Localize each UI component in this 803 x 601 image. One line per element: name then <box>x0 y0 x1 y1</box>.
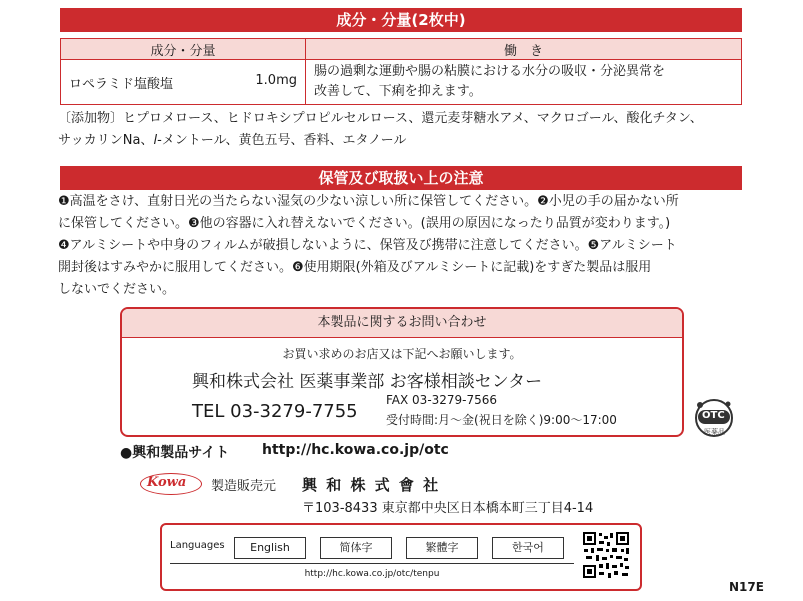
storage-line-3: ❹アルミシートや中身のフィルムが破損しないように、保管及び携帯に注意してください。❺アルミシート <box>58 238 677 253</box>
language-korean-button[interactable]: 한국어 <box>492 537 564 559</box>
storage-line-1: ❶高温をさけ、直射日光の当たらない湿気の少ない涼しい所に保管してください。❷小児の手の届かない所 <box>58 194 679 209</box>
languages-box <box>160 523 642 591</box>
contact-fax: FAX 03-3279-7566 <box>386 393 498 407</box>
language-traditional-chinese-button[interactable]: 繁體字 <box>406 537 478 559</box>
languages-url-link[interactable]: http://hc.kowa.co.jp/otc/tenpu <box>304 569 440 579</box>
storage-title: 保管及び取扱い上の注意 <box>318 169 484 187</box>
ingredients-title-bar <box>60 8 742 32</box>
additives-text <box>58 108 703 152</box>
languages-divider <box>170 563 574 564</box>
document-code: N17E <box>729 580 764 594</box>
contact-header: 本製品に関するお問い合わせ <box>122 309 682 338</box>
effect-line-1: 腸の過剰な運動や腸の粘膜における水分の吸収・分泌異常を <box>314 64 666 79</box>
storage-notes <box>58 191 679 301</box>
contact-center-name: 興和株式会社 医薬事業部 お客様相談センター <box>192 372 543 392</box>
storage-line-4: 開封後はすみやかに服用してください。❻使用期限(外箱及びアルミシートに記載)をすぎた製品は服用 <box>58 260 652 275</box>
contact-tel: TEL 03-3279-7755 <box>192 401 358 422</box>
maker-address: 〒103-8433 東京都中央区日本橋本町三丁目4-14 <box>302 501 594 516</box>
additives-line-2: サッカリンNa、l-メントール、黄色五号、香料、エタノール <box>58 133 407 148</box>
col-header-ingredient: 成分・分量 <box>61 39 306 60</box>
ingredient-cell <box>61 60 306 105</box>
ingredient-name: ロペラミド塩酸塩 <box>69 76 174 92</box>
language-english-button[interactable]: English <box>234 537 306 559</box>
site-url-link[interactable]: http://hc.kowa.co.jp/otc <box>262 442 449 458</box>
contact-hours: 受付時間:月～金(祝日を除く)9:00～17:00 <box>386 413 617 427</box>
menthol-l-prefix: l <box>153 133 158 148</box>
storage-line-5: しないでください。 <box>58 282 176 297</box>
ingredients-table <box>60 38 742 105</box>
storage-title-bar <box>60 166 742 190</box>
maker-name: 興 和 株 式 會 社 <box>302 476 441 494</box>
site-label: ●興和製品サイト <box>120 445 230 461</box>
qr-code-icon[interactable] <box>582 531 630 579</box>
effect-cell <box>306 60 742 105</box>
contact-intro: お買い求めのお店又は下記へお願いします。 <box>282 347 522 361</box>
maker-role: 製造販売元 <box>211 479 277 494</box>
table-row <box>61 60 742 105</box>
storage-line-2: に保管してください。❸他の容器に入れ替えないでください。(誤用の原因になったり品質が変わります。) <box>58 216 671 231</box>
effect-line-2: 改善して、下痢を抑えます。 <box>314 84 482 99</box>
col-header-effect: 働 き <box>306 39 742 60</box>
language-simplified-chinese-button[interactable]: 简体字 <box>320 537 392 559</box>
kowa-logo: Kowa <box>140 473 202 495</box>
contact-box <box>120 307 684 437</box>
ingredient-amount: 1.0mg <box>255 72 297 88</box>
ingredients-title: 成分・分量(2枚中) <box>336 11 466 29</box>
languages-label: Languages <box>170 540 225 551</box>
table-header-row <box>61 39 742 60</box>
additives-line-1: 〔添加物〕ヒプロメロース、ヒドロキシプロピルセルロース、還元麦芽糖水アメ、マクロゴール、酸化チタン、 <box>58 111 703 126</box>
otc-badge-icon: OTC 医薬品 <box>690 397 738 439</box>
